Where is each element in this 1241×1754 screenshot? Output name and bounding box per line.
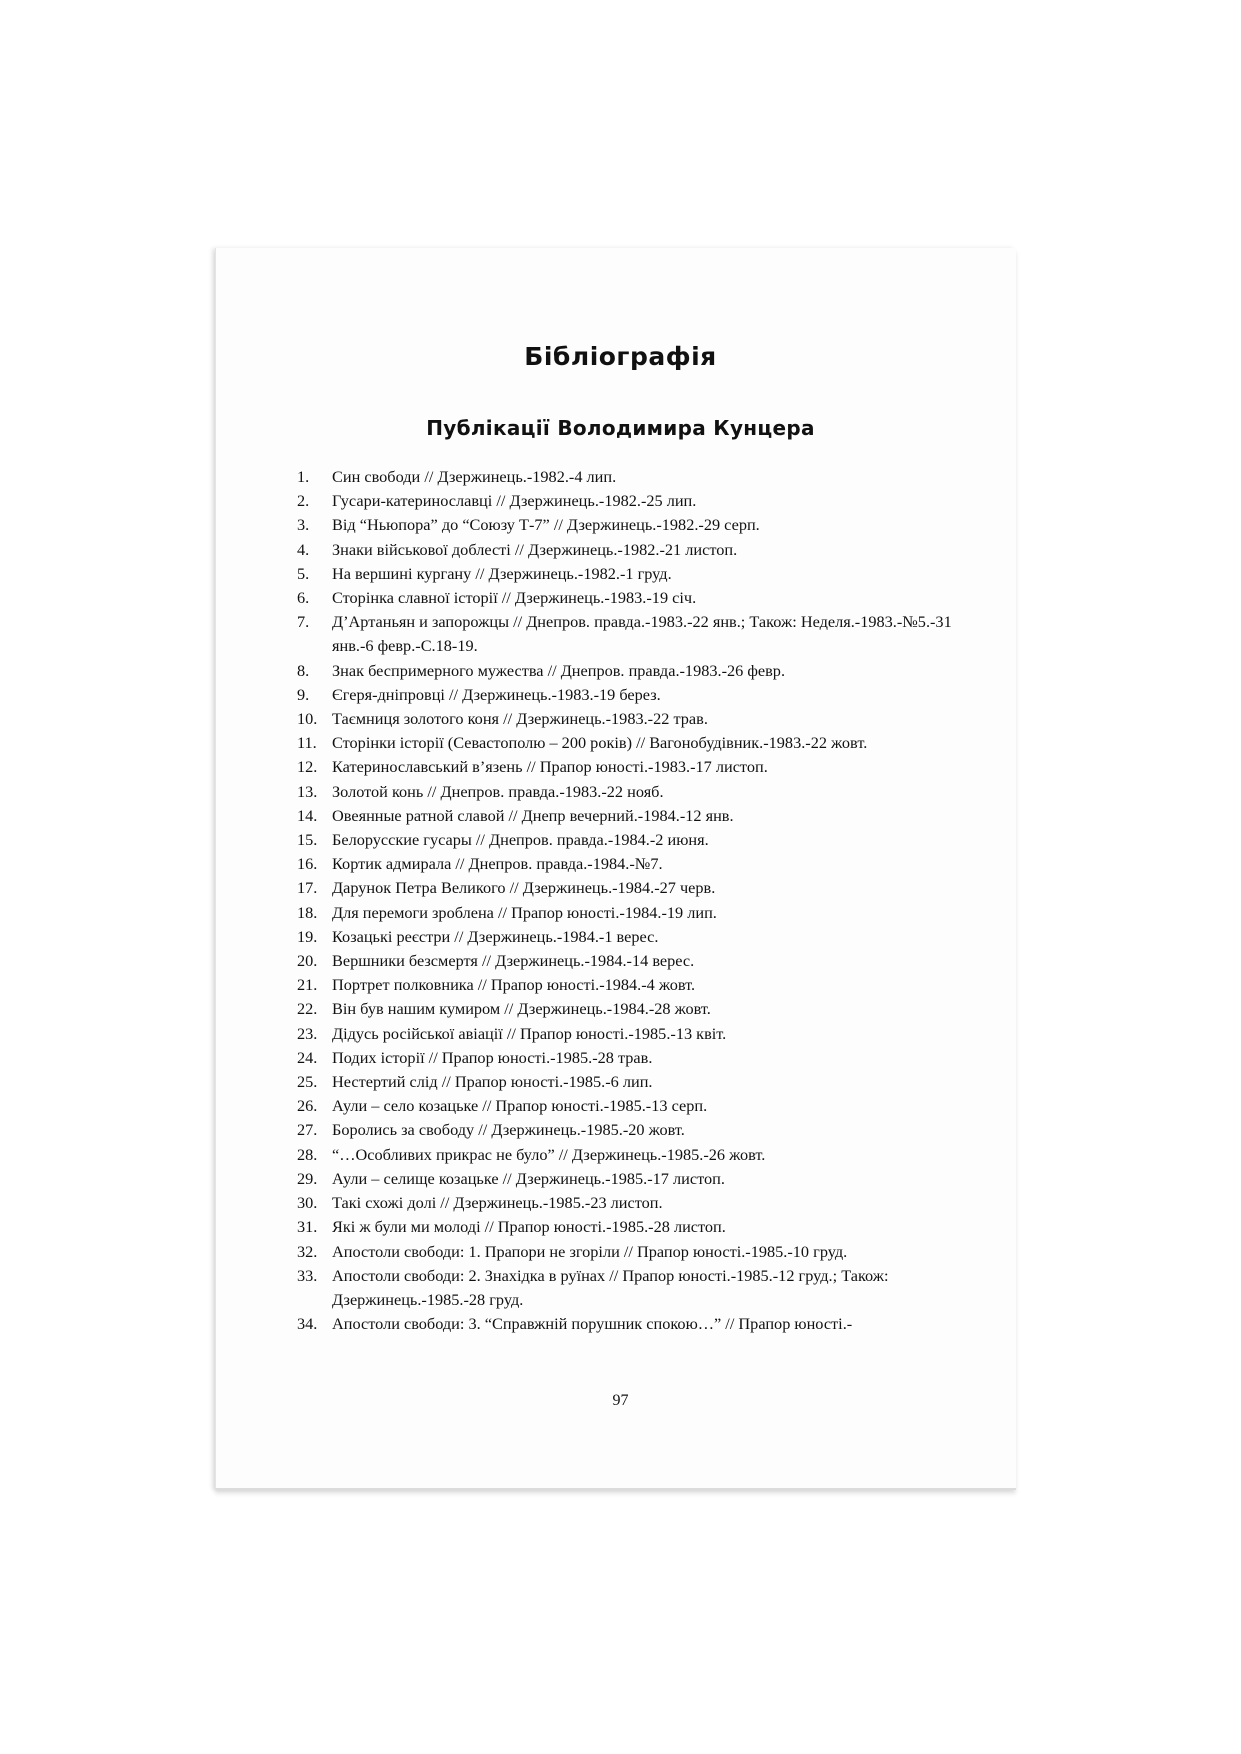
entry-text: Овеянные ратной славой // Днепр вечерний.-1984.-12 янв.: [332, 805, 734, 825]
bibliography-entry: [297, 1240, 977, 1264]
entry-text: Сторінка славної історії // Дзержинець.-1983.-19 січ.: [332, 588, 697, 608]
entry-text: Апостоли свободи: 2. Знахідка в руїнах // Прапор юності.-1985.-12 груд.; Також: Дзержинець.-1985.-28 груд.: [332, 1265, 889, 1309]
entry-text: Син свободи // Дзержинець.-1982.-4 лип.: [332, 467, 617, 486]
bibliography-entry: [297, 1118, 977, 1142]
bibliography-entry: [297, 804, 977, 828]
bibliography-entry: [297, 707, 977, 731]
entry-number: 13.: [297, 781, 318, 801]
entry-number: 25.: [297, 1072, 318, 1092]
bibliography-entry: [297, 538, 977, 562]
bibliography-entry: [297, 901, 977, 925]
entry-number: 14.: [297, 805, 318, 825]
bibliography-entry: [297, 1094, 977, 1118]
entry-number: 31.: [297, 1217, 318, 1237]
entry-number: 17.: [297, 878, 318, 898]
bibliography-entry: [297, 562, 977, 586]
bibliography-entry: [297, 997, 977, 1021]
entry-number: 24.: [297, 1047, 318, 1067]
entry-text: Аули – село козацьке // Прапор юності.-1985.-13 серп.: [332, 1096, 708, 1116]
entry-text: Белорусские гусары // Днепров. правда.-1984.-2 июня.: [332, 830, 709, 850]
entry-number: 9.: [297, 684, 310, 704]
bibliography-entry: [297, 1191, 977, 1215]
bibliography-entry: [297, 852, 977, 876]
entry-text: Сторінки історії (Севастополю – 200 років) // Вагонобудівник.-1983.-22 жовт.: [332, 733, 868, 753]
entry-number: 22.: [297, 999, 318, 1019]
entry-number: 23.: [297, 1023, 318, 1043]
entry-text: Таємниця золотого коня // Дзержинець.-1983.-22 трав.: [332, 709, 708, 729]
bibliography-entry: [297, 465, 977, 489]
bibliography-entry: [297, 949, 977, 973]
bibliography-entry: [297, 925, 977, 949]
bibliography-entry: [297, 1022, 977, 1046]
entry-number: 19.: [297, 926, 318, 946]
bibliography-entry: [297, 659, 977, 683]
entry-text: Дідусь російської авіації // Прапор юності.-1985.-13 квіт.: [332, 1023, 727, 1043]
entry-number: 10.: [297, 709, 318, 729]
entry-text: На вершині кургану // Дзержинець.-1982.-1 груд.: [332, 563, 672, 583]
entry-number: 2.: [297, 491, 310, 511]
bibliography-entry: [297, 1215, 977, 1239]
entry-number: 29.: [297, 1168, 318, 1188]
entry-text: Д’Артаньян и запорожцы // Днепров. правда.-1983.-22 янв.; Також: Неделя.-1983.-№5.-31 янв.-6 февр.-С.18-19.: [332, 612, 952, 656]
bibliography-list: [297, 465, 977, 1336]
entry-text: Апостоли свободи: 3. “Справжній порушник спокою…” // Прапор юності.-: [332, 1314, 853, 1334]
bibliography-entry: [297, 876, 977, 900]
bibliography-entry: [297, 828, 977, 852]
entry-number: 20.: [297, 951, 318, 971]
entry-number: 5.: [297, 563, 310, 583]
entry-text: Золотой конь // Днепров. правда.-1983.-22 нояб.: [332, 781, 664, 801]
page-number: 97: [612, 1392, 629, 1409]
entry-text: Знак беспримерного мужества // Днепров. правда.-1983.-26 февр.: [332, 660, 786, 680]
bibliography-entry: [297, 1167, 977, 1191]
bibliography-entry: [297, 586, 977, 610]
bibliography-entry: [297, 1264, 977, 1312]
bibliography-entry: [297, 780, 977, 804]
bibliography-entry: [297, 973, 977, 997]
entry-text: Подих історії // Прапор юності.-1985.-28 трав.: [332, 1047, 653, 1067]
entry-number: 1.: [297, 467, 310, 486]
entry-number: 26.: [297, 1096, 318, 1116]
bibliography-entry: [297, 1312, 977, 1336]
entry-text: Вершники безсмертя // Дзержинець.-1984.-14 верес.: [332, 951, 695, 971]
entry-number: 18.: [297, 902, 318, 922]
entry-text: Гусари-катеринославці // Дзержинець.-1982.-25 лип.: [332, 491, 697, 511]
entry-number: 32.: [297, 1241, 318, 1261]
entry-text: Такі схожі долі // Дзержинець.-1985.-23 листоп.: [332, 1193, 663, 1213]
entry-text: Апостоли свободи: 1. Прапори не згоріли // Прапор юності.-1985.-10 груд.: [332, 1241, 848, 1261]
entry-number: 11.: [297, 733, 317, 753]
section-subtitle: Публікації Володимира Кунцера: [426, 416, 815, 440]
entry-number: 15.: [297, 830, 318, 850]
entry-text: Які ж були ми молоді // Прапор юності.-1985.-28 листоп.: [332, 1217, 726, 1237]
entry-number: 8.: [297, 660, 310, 680]
bibliography-entry: [297, 755, 977, 779]
entry-number: 34.: [297, 1314, 318, 1334]
entry-text: “…Особливих прикрас не було” // Дзержинець.-1985.-26 жовт.: [332, 1144, 766, 1164]
entry-text: Дарунок Петра Великого // Дзержинець.-1984.-27 черв.: [332, 878, 716, 898]
entry-text: Для перемоги зроблена // Прапор юності.-1984.-19 лип.: [332, 902, 717, 922]
entry-number: 3.: [297, 515, 310, 535]
bibliography-entry: [297, 610, 977, 658]
entry-text: Катеринославський в’язень // Прапор юності.-1983.-17 листоп.: [332, 757, 768, 777]
bibliography-entry: [297, 489, 977, 513]
bibliography-entry: [297, 683, 977, 707]
entry-text: Аули – селище козацьке // Дзержинець.-1985.-17 листоп.: [332, 1168, 725, 1188]
entry-text: Від “Ньюпора” до “Союзу Т-7” // Дзержинець.-1982.-29 серп.: [332, 515, 760, 535]
bibliography-entry: [297, 1143, 977, 1167]
entry-text: Портрет полковника // Прапор юності.-1984.-4 жовт.: [332, 975, 696, 995]
entry-number: 21.: [297, 975, 318, 995]
entry-number: 16.: [297, 854, 318, 874]
entry-number: 7.: [297, 612, 310, 632]
bibliography-entry: [297, 1070, 977, 1094]
entry-text: Знаки військової доблесті // Дзержинець.-1982.-21 листоп.: [332, 539, 738, 559]
bibliography-entry: [297, 731, 977, 755]
entry-text: Боролись за свободу // Дзержинець.-1985.-20 жовт.: [332, 1120, 685, 1140]
entry-number: 6.: [297, 588, 310, 608]
entry-number: 12.: [297, 757, 318, 777]
entry-text: Кортик адмирала // Днепров. правда.-1984.-№7.: [332, 854, 663, 874]
page-title: Бібліографія: [524, 342, 717, 371]
entry-number: 33.: [297, 1265, 318, 1285]
entry-number: 27.: [297, 1120, 318, 1140]
bibliography-entry: [297, 1046, 977, 1070]
entry-number: 28.: [297, 1144, 318, 1164]
entry-number: 4.: [297, 539, 310, 559]
entry-text: Єгеря-дніпровці // Дзержинець.-1983.-19 берез.: [332, 684, 661, 704]
entry-text: Козацькі реєстри // Дзержинець.-1984.-1 верес.: [332, 926, 659, 946]
entry-text: Нестертий слід // Прапор юності.-1985.-6 лип.: [332, 1072, 653, 1092]
entry-number: 30.: [297, 1193, 318, 1213]
bibliography-entry: [297, 513, 977, 537]
entry-text: Він був нашим кумиром // Дзержинець.-1984.-28 жовт.: [332, 999, 711, 1019]
